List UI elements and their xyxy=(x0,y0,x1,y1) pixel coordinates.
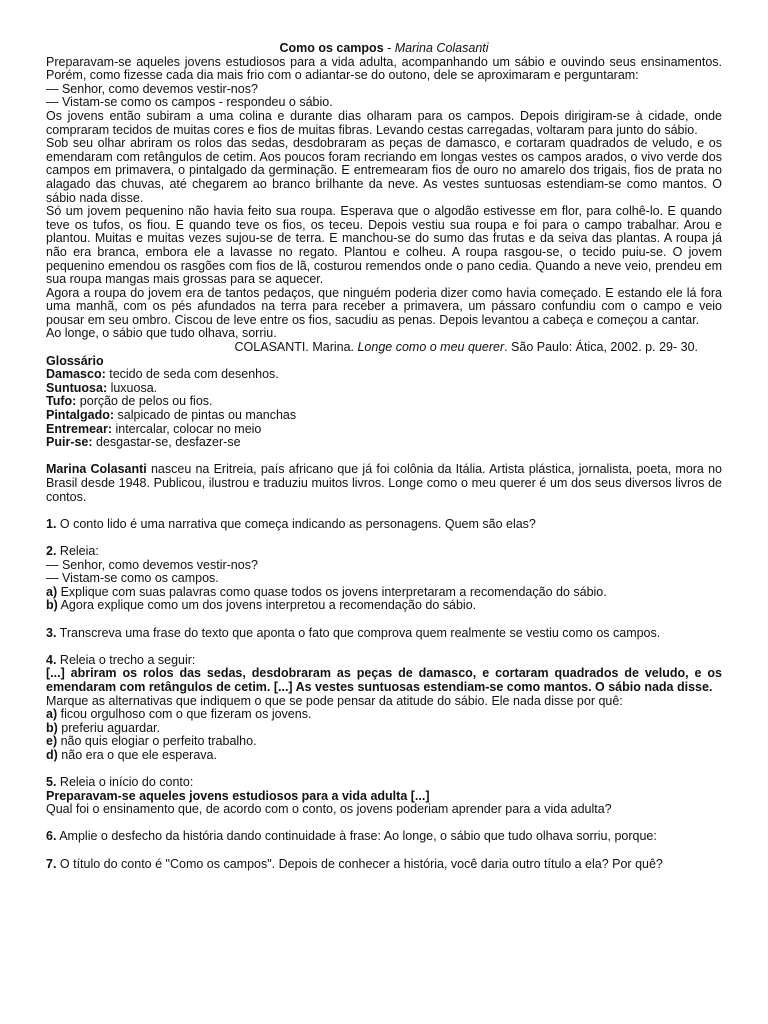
item-text: Explique com suas palavras como quase todos os jovens interpretaram a recomendação do sábio. xyxy=(57,584,607,599)
bio-name: Marina Colasanti xyxy=(46,462,147,477)
question-2a xyxy=(46,586,722,600)
glossary-heading: Glossário xyxy=(46,353,104,368)
glossary-item xyxy=(46,368,722,382)
glossary-term: Entremear: xyxy=(46,421,112,436)
story-author: Marina Colasanti xyxy=(394,41,489,55)
question-text: O título do conto é "Como os campos". Depois de conhecer a história, você daria outro título a ela? Por quê? xyxy=(56,856,663,871)
question-text: Amplie o desfecho da história dando continuidade à frase: Ao longe, o sábio que tudo olhava sorriu, porque: xyxy=(56,829,657,844)
glossary-definition: intercalar, colocar no meio xyxy=(112,421,262,436)
option-label: d) xyxy=(46,747,58,762)
question-5-excerpt: Preparavam-se aqueles jovens estudiosos para a vida adulta [...] xyxy=(46,788,430,803)
question-7 xyxy=(46,858,722,872)
spacer xyxy=(46,531,722,545)
question-number: 1. xyxy=(46,516,57,531)
glossary-item xyxy=(46,436,722,450)
question-1 xyxy=(46,518,722,532)
option-text: não era o que ele esperava. xyxy=(57,747,217,762)
question-text: Releia o trecho a seguir: xyxy=(56,652,196,667)
question-4-option xyxy=(46,708,722,722)
story-title-line xyxy=(46,42,722,56)
story-dialogue-1: — Senhor, como devemos vestir-nos? xyxy=(46,81,258,96)
bio-text: nasceu na Eritreia, país africano que já foi colônia da Itália. Artista plástica, jornalista, poeta, mora no Brasil desde 1948. Publicou, ilustrou e traduziu muitos livros. Longe como o meu querer é um dos seus diversos livros de contos. xyxy=(46,462,722,504)
glossary-definition: desgastar-se, desfazer-se xyxy=(92,435,241,450)
question-number: 4. xyxy=(46,652,57,667)
question-2-quote-2: — Vistam-se como os campos. xyxy=(46,571,219,586)
glossary-term: Suntuosa: xyxy=(46,380,108,395)
option-text: ficou orgulhoso com o que fizeram os jovens. xyxy=(57,707,312,722)
story-dialogue-2: — Vistam-se como os campos - respondeu o sábio. xyxy=(46,95,333,110)
spacer xyxy=(46,844,722,858)
question-4 xyxy=(46,654,722,668)
option-text: não quis elogiar o perfeito trabalho. xyxy=(57,734,257,749)
question-5-prompt: Qual foi o ensinamento que, de acordo com o conto, os jovens poderiam aprender para a vida adulta? xyxy=(46,802,612,817)
option-text: preferiu aguardar. xyxy=(57,720,160,735)
glossary-item xyxy=(46,382,722,396)
glossary-item xyxy=(46,409,722,423)
question-text: O conto lido é uma narrativa que começa indicando as personagens. Quem são elas? xyxy=(56,516,536,531)
question-text: Releia: xyxy=(56,543,99,558)
glossary-item xyxy=(46,423,722,437)
question-number: 2. xyxy=(46,543,57,558)
story-paragraph-3: Sob seu olhar abriram os rolos das sedas, desdobraram as peças de damasco, e cortaram quadrados de veludo, e os emendaram com retângulos de cetim. Aos poucos foram recriando em longas vestes os campos arados, o vivo verde dos campos em primavera, o pintalgado da germinação. E entremearam fios de ouro no amarelo dos trigais, fios de prata no alagado das chuvas, até chegarem ao branco brilhante da neve. As vestes suntuosas estendiam-se como mantos. O sábio nada disse. xyxy=(46,136,722,205)
question-4-excerpt: [...] abriram os rolos das sedas, desdobraram as peças de damasco, e cortaram quadrados de veludo, e os emendaram com retângulos de cetim. [...] As vestes suntuosas estendiam-se como mantos. O sábio nada disse. xyxy=(46,666,722,694)
glossary-term: Pintalgado: xyxy=(46,408,115,423)
question-number: 3. xyxy=(46,625,57,640)
glossary-term: Tufo: xyxy=(46,394,77,409)
glossary-definition: tecido de seda com desenhos. xyxy=(105,367,279,382)
citation-book-title: Longe como o meu querer xyxy=(357,340,505,355)
question-2 xyxy=(46,545,722,559)
question-4-option xyxy=(46,735,722,749)
story-paragraph-2: Os jovens então subiram a uma colina e durante dias olharam para os campos. Depois dirigiram-se à cidade, onde compraram tecidos de muitas cores e fios de muitas fibras. Levando cestas carregadas, voltaram para junto do sábio. xyxy=(46,108,722,137)
author-bio xyxy=(46,463,722,504)
question-4-prompt: Marque as alternativas que indiquem o que se pode pensar da atitude do sábio. Ele nada disse por quê: xyxy=(46,693,623,708)
question-number: 6. xyxy=(46,829,57,844)
question-number: 7. xyxy=(46,856,57,871)
question-2b xyxy=(46,599,722,613)
option-label: b) xyxy=(46,720,58,735)
question-text: Transcreva uma frase do texto que aponta o fato que comprova quem realmente se vestiu como os campos. xyxy=(56,625,661,640)
spacer xyxy=(46,450,722,464)
spacer xyxy=(46,613,722,627)
story-paragraph-6: Ao longe, o sábio que tudo olhava, sorriu. xyxy=(46,326,277,341)
option-label: e) xyxy=(46,734,58,749)
question-4-option xyxy=(46,749,722,763)
title-separator: - xyxy=(383,41,395,55)
spacer xyxy=(46,504,722,518)
story-paragraph-5: Agora a roupa do jovem era de tantos pedaços, que ninguém poderia dizer como havia começado. E estando ele lá fora uma manhã, com os pés afundados na terra para receber a primavera, um pássaro confundiu com o campo e veio pousar em seu ombro. Ciscou de leve entre os fios, sacudiu as penas. Depois levantou a cabeça e começou a cantar. xyxy=(46,285,722,327)
question-5 xyxy=(46,776,722,790)
item-label: a) xyxy=(46,584,58,599)
glossary-term: Damasco: xyxy=(46,367,106,382)
option-label: a) xyxy=(46,707,58,722)
glossary-definition: salpicado de pintas ou manchas xyxy=(114,408,297,423)
question-4-option xyxy=(46,722,722,736)
question-3 xyxy=(46,627,722,641)
citation xyxy=(46,341,722,355)
glossary-definition: luxuosa. xyxy=(107,380,158,395)
spacer xyxy=(46,762,722,776)
question-6 xyxy=(46,830,722,844)
glossary-item xyxy=(46,395,722,409)
story-paragraph-1: Preparavam-se aqueles jovens estudiosos para a vida adulta, acompanhando um sábio e ouvindo seus ensinamentos. Porém, como fizesse cada dia mais frio com o adiantar-se do outono, dele se aproximaram e perguntaram: xyxy=(46,54,722,83)
question-2-quote-1: — Senhor, como devemos vestir-nos? xyxy=(46,557,258,572)
story-title: Como os campos xyxy=(279,41,384,55)
question-number: 5. xyxy=(46,775,57,790)
spacer xyxy=(46,817,722,831)
item-text: Agora explique como um dos jovens interpretou a recomendação do sábio. xyxy=(57,598,477,613)
glossary-definition: porção de pelos ou fios. xyxy=(76,394,213,409)
question-text: Releia o início do conto: xyxy=(56,775,194,790)
citation-publisher: . São Paulo: Ática, 2002. p. 29- 30. xyxy=(504,340,698,355)
citation-author: COLASANTI. Marina. xyxy=(234,340,358,355)
story-paragraph-4: Só um jovem pequenino não havia feito sua roupa. Esperava que o algodão estivesse em flor, para colhê-lo. E quando teve os tufos, os fiou. E quando teve os fios, os teceu. Depois vestiu sua roupa e foi para o campo trabalhar. Arou e plantou. Muitas e muitas vezes sujou-se de terra. E manchou-se do sumo das frutas e da seiva das plantas. A roupa já não era branca, embora ele a lavasse no regato. Plantou e colheu. A roupa rasgou-se, o tecido puiu-se. O jovem pequenino emendou os rasgões com fios de lã, costurou remendos onde o pano cedia. Quando a neve veio, prendeu em sua roupa mangas mais grossas para se aquecer. xyxy=(46,204,722,287)
spacer xyxy=(46,640,722,654)
item-label: b) xyxy=(46,598,58,613)
glossary-term: Puir-se: xyxy=(46,435,93,450)
